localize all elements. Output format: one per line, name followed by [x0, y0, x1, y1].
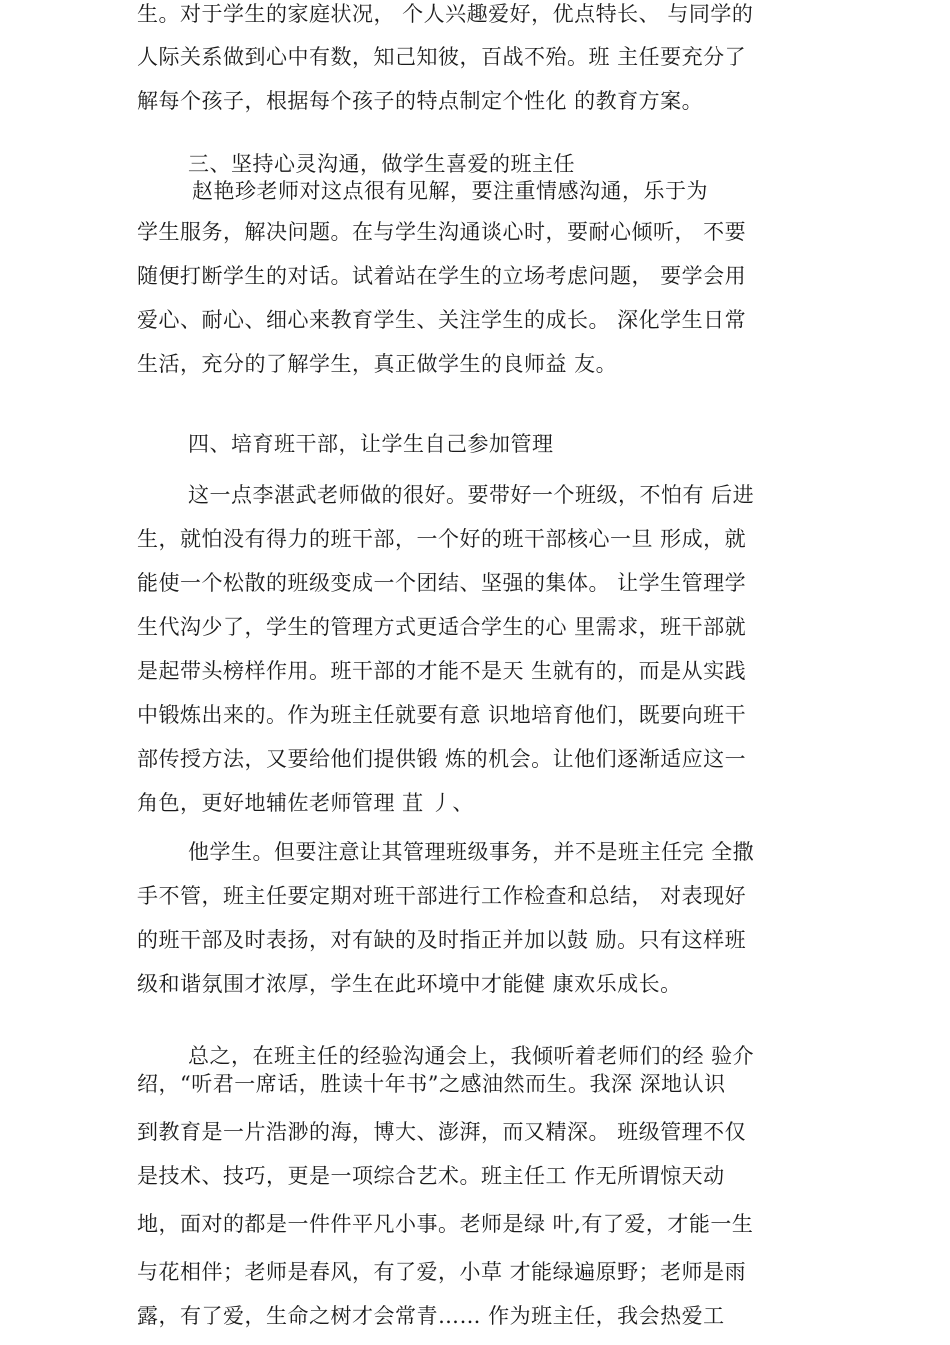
paragraph-line: 绍，“听君一席话，胜读十年书”之感油然而生。我深 深地认识 [137, 1072, 726, 1096]
section-heading: 四、培育班干部，让学生自己参加管理 [188, 432, 554, 456]
paragraph-line: 与花相伴；老师是春风，有了爱，小草 才能绿遍原野；老师是雨 [137, 1260, 747, 1284]
section-heading: 三、坚持心灵沟通，做学生喜爱的班主任 [188, 152, 575, 176]
paragraph-line: 他学生。但要注意让其管理班级事务，并不是班主任完 全撒 [188, 840, 755, 864]
paragraph-line: 生，就怕没有得力的班干部，一个好的班干部核心一旦 形成，就 [137, 527, 747, 551]
paragraph-line: 手不管，班主任要定期对班干部进行工作检查和总结， 对表现好 [137, 884, 747, 908]
paragraph-line: 生。对于学生的家庭状况， 个人兴趣爱好，优点特长、 与同学的 [137, 2, 754, 26]
paragraph-line: 到教育是一片浩渺的海，博大、澎湃，而又精深。 班级管理不仅 [137, 1120, 747, 1144]
paragraph-line: 的班干部及时表扬，对有缺的及时指正并加以鼓 励。只有这样班 [137, 928, 747, 952]
paragraph-line: 能使一个松散的班级变成一个团结、坚强的集体。 让学生管理学 [137, 571, 747, 595]
paragraph-line: 随便打断学生的对话。试着站在学生的立场考虑问题， 要学会用 [137, 264, 747, 288]
paragraph-line: 人际关系做到心中有数，知己知彼，百战不殆。班 主任要充分了 [137, 45, 747, 69]
paragraph-line: 角色，更好地辅佐老师管理 苴 丿、 [137, 791, 474, 815]
paragraph-line: 这一点李湛武老师做的很好。要带好一个班级，不怕有 后进 [188, 483, 755, 507]
paragraph-line: 是起带头榜样作用。班干部的才能不是天 生就有的，而是从实践 [137, 659, 747, 683]
paragraph-line: 生活，充分的了解学生，真正做学生的良师益 友。 [137, 352, 618, 376]
paragraph-line: 级和谐氛围才浓厚，学生在此环境中才能健 康欢乐成长。 [137, 972, 682, 996]
paragraph-line: 总之，在班主任的经验沟通会上，我倾听着老师们的经 验介 [188, 1044, 755, 1068]
paragraph-line: 中锻炼出来的。作为班主任就要有意 识地培育他们，既要向班干 [137, 703, 747, 727]
paragraph-line: 露，有了爱，生命之树才会常青…… 作为班主任，我会热爱工 [137, 1304, 725, 1328]
paragraph-line: 解每个孩子，根据每个孩子的特点制定个性化 的教育方案。 [137, 89, 704, 113]
paragraph-line: 是技术、技巧，更是一项综合艺术。班主任工 作无所谓惊天动 [137, 1164, 725, 1188]
paragraph-line: 学生服务，解决问题。在与学生沟通谈心时，要耐心倾听， 不要 [137, 220, 747, 244]
paragraph-line: 赵艳珍老师对这点很有见解，要注重情感沟通，乐于为 [192, 179, 708, 203]
paragraph-line: 生代沟少了，学生的管理方式更适合学生的心 里需求，班干部就 [137, 615, 747, 639]
paragraph-line: 爱心、耐心、细心来教育学生、关注学生的成长。 深化学生日常 [137, 308, 747, 332]
paragraph-line: 部传授方法，又要给他们提供锻 炼的机会。让他们逐渐适应这一 [137, 747, 747, 771]
paragraph-line: 地，面对的都是一件件平凡小事。老师是绿 叶,有了爱，才能一生 [137, 1212, 754, 1236]
